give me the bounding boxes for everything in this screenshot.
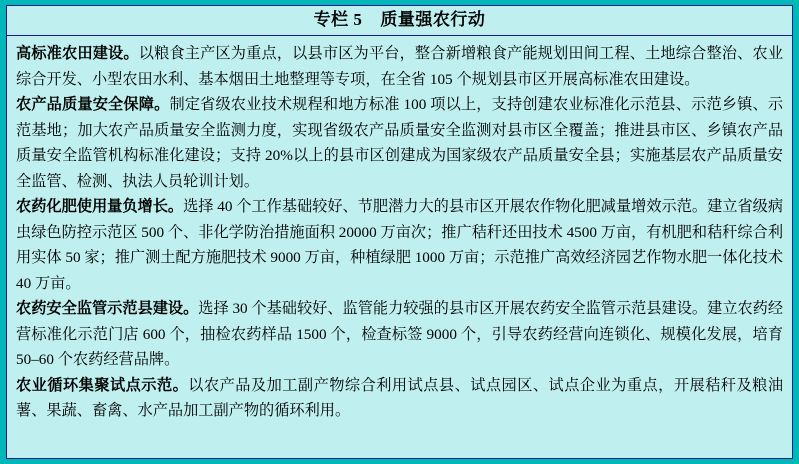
paragraph-body: 选择 40 个工作基础较好、节肥潜力大的县市区开展农作物化肥减量增效示范。建立省级病虫绿色防控示范区 500 个、非化学防治措施面积 20000 万亩次；推广秸秆还田技术 4500 万亩，有机肥和秸秆综合利用实体 50 家；推广测土配方施肥技术 9000 万亩，种植绿肥 1000 万亩；示范推广高效经济园艺作物水肥一体化技术 40 万亩。: [16, 198, 784, 292]
feature-box: [6, 5, 793, 459]
paragraph: [16, 296, 783, 373]
paragraph: [16, 92, 783, 194]
paragraph-heading: 农药安全监管示范县建设。: [16, 300, 199, 318]
paragraph-heading: 高标准农田建设。: [16, 45, 139, 63]
paragraph-body: 以粮食主产区为重点，以县市区为平台，整合新增粮食产能规划田间工程、土地综合整治、农业综合开发、小型农田水利、基本烟田土地整理等专项，在全省 105 个规划县市区开展高标准农田建设。: [16, 45, 784, 88]
paragraph: [16, 194, 783, 296]
paragraph-body: 选择 30 个基础较好、监管能力较强的县市区开展农药安全监管示范县建设。建立农药经营标准化示范门店 600 个，抽检农药样品 1500 个，检查标签 9000 个，引导农药经营向连锁化、规模化发展，培育 50–60 个农药经营品牌。: [16, 300, 784, 369]
paragraph: [16, 41, 783, 92]
paragraph: [16, 373, 783, 424]
box-title-text: 质量强农行动: [380, 10, 486, 29]
paragraph-heading: 农产品质量安全保障。: [16, 96, 170, 114]
box-title-label: 专栏 5: [313, 10, 363, 29]
paragraph-heading: 农药化肥使用量负增长。: [16, 198, 184, 216]
box-title: [7, 6, 792, 36]
paragraph-heading: 农业循环集聚试点示范。: [16, 376, 189, 394]
box-content: [7, 36, 792, 458]
paragraph-body: 以农产品及加工副产物综合利用试点县、试点园区、试点企业为重点，开展秸秆及粮油薯、果蔬、畜禽、水产品加工副产物的循环利用。: [16, 376, 784, 420]
paragraph-body: 制定省级农业技术规程和地方标准 100 项以上，支持创建农业标准化示范县、示范乡镇、示范基地；加大农产品质量安全监测力度，实现省级农产品质量安全监测对县市区全覆盖；推进县市区、乡镇农产品质量安全监管机构标准化建设；支持 20%以上的县市区创建成为国家级农产品质量安全县；实施基层农产品质量安全监管、检测、执法人员轮训计划。: [16, 96, 784, 190]
